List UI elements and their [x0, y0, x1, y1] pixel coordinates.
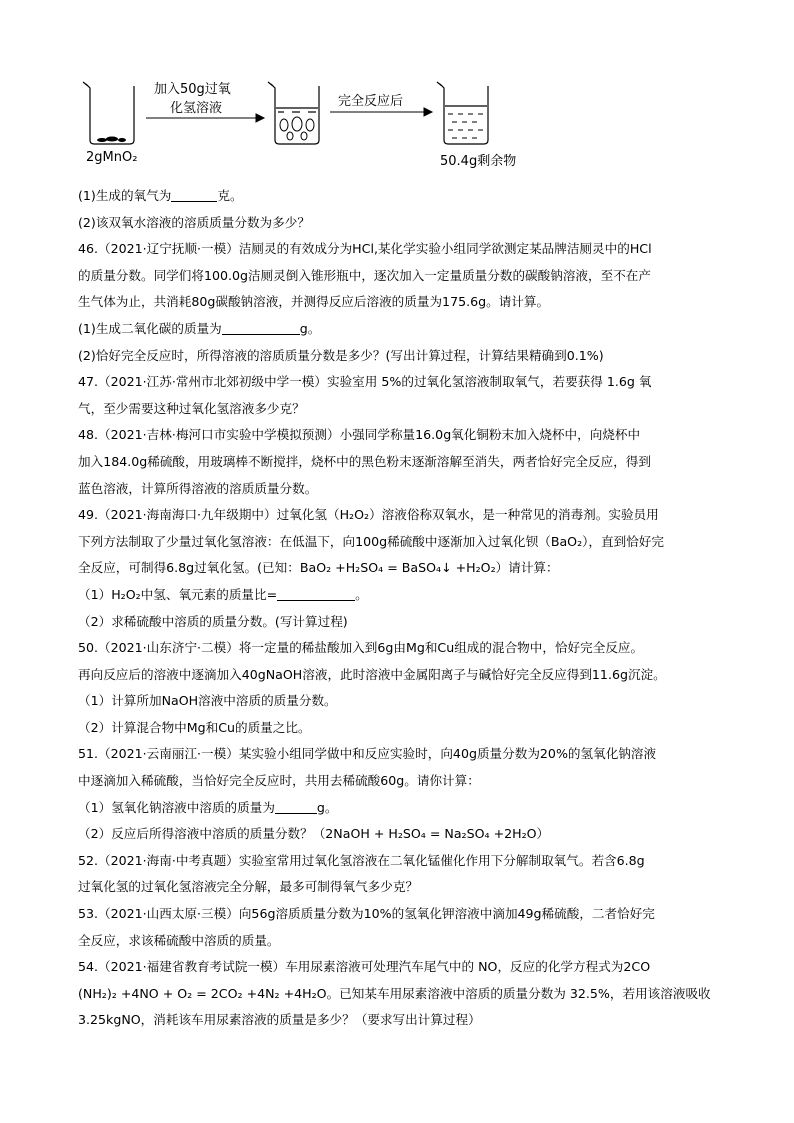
- text-line: [78, 529, 728, 556]
- line-text: (1)生成二氧化碳的质量为: [78, 320, 222, 336]
- line-text: (1)生成的氧气为: [78, 188, 172, 203]
- arrow-1-label-line1: 加入50g过氧: [154, 82, 231, 97]
- beaker-1-label: 2gMnO₂: [86, 150, 138, 165]
- line-text: （2）求稀硫酸中溶质的质量分数。(写计算过程): [78, 613, 348, 629]
- text-line: [78, 263, 728, 290]
- beaker-2: [268, 82, 319, 144]
- mno2-powder: [97, 137, 126, 143]
- text-line: [78, 901, 728, 928]
- text-line: [78, 476, 728, 503]
- line-text: 全反应，可制得6.8g过氧化氢。(已知：BaO₂ +H₂SO₄ = BaSO₄↓ +H₂O₂）请计算：: [78, 560, 559, 576]
- text-line: [78, 502, 728, 529]
- text-line: [78, 688, 728, 715]
- text-line: [78, 316, 728, 343]
- text-line: [78, 662, 728, 689]
- line-text: 46.（2021·辽宁抚顺·一模）洁厕灵的有效成分为HCl,某化学实验小组同学欲测定某品牌洁厕灵中的HCl: [78, 241, 652, 257]
- text-line: [78, 369, 728, 396]
- line-text: 47.（2021·江苏·常州市北郊初级中学一模）实验室用 5%的过氧化氢溶液制取氧气，若要获得 1.6g 氧: [78, 374, 652, 390]
- text-line: [78, 848, 728, 875]
- text-line: [78, 954, 728, 981]
- line-text: 蓝色溶液，计算所得溶液的溶质质量分数。: [78, 480, 318, 496]
- text-line: [78, 874, 728, 901]
- text-line: [78, 236, 728, 263]
- line-text: (NH₂)₂ +4NO + O₂ = 2CO₂ +4N₂ +4H₂O。已知某车用尿素溶液中溶质的质量分数为 32.5%，若用该溶液吸收: [78, 985, 711, 1001]
- line-text: 过氧化氢的过氧化氢溶液完全分解，最多可制得氧气多少克？: [78, 879, 419, 895]
- line-text: （2）计算混合物中Mg和Cu的质量之比。: [78, 719, 311, 735]
- text-line: [78, 210, 728, 237]
- liquid-dashes: [448, 114, 483, 138]
- answer-blank[interactable]: [275, 799, 317, 814]
- text-line: [78, 343, 728, 370]
- line-text: 加入184.0g稀硫酸，用玻璃棒不断搅拌，烧杯中的黑色粉末逐渐溶解至消失，两者恰好完全反应，得到: [78, 453, 651, 469]
- line-text: 49.（2021·海南海口·九年级期中）过氧化氢（H₂O₂）溶液俗称双氧水，是一种常见的消毒剂。实验员用: [78, 507, 659, 523]
- line-text-after-blank: 。: [355, 586, 368, 602]
- line-text: 48.（2021·吉林·梅河口市实验中学模拟预测）小强同学称量16.0g氧化铜粉末加入烧杯中，向烧杯中: [78, 427, 641, 443]
- line-text: 51.（2021·云南丽江·一模）某实验小组同学做中和反应实验时，向40g质量分数为20%的氢氧化钠溶液: [78, 746, 657, 762]
- text-line: [78, 635, 728, 662]
- arrow-1-label-line2: 化氢溶液: [170, 101, 223, 116]
- line-text-after-blank: 克。: [217, 188, 243, 203]
- text-line: [78, 928, 728, 955]
- bubbles: [280, 117, 314, 140]
- line-text: (2)恰好完全反应时，所得溶液的溶质质量分数是多少？(写出计算过程，计算结果精确到0.1%): [78, 347, 604, 363]
- beaker-3: [437, 82, 488, 144]
- line-text-after-blank: g。: [299, 320, 321, 336]
- text-line: [78, 795, 728, 822]
- answer-blank[interactable]: [222, 320, 300, 335]
- beaker-1: [83, 82, 134, 144]
- line-text: 54.（2021·福建省教育考试院一模）车用尿素溶液可处理汽车尾气中的 NO，反应的化学方程式为2CO: [78, 959, 651, 975]
- text-line: [78, 449, 728, 476]
- answer-blank[interactable]: [277, 586, 355, 601]
- line-text: 52.（2021·海南·中考真题）实验室常用过氧化氢溶液在二氧化锰催化作用下分解制取氧气。若含6.8g: [78, 852, 645, 868]
- line-text: （1）氢氧化钠溶液中溶质的质量为: [78, 799, 275, 815]
- text-line: [78, 289, 728, 316]
- text-line: [78, 741, 728, 768]
- line-text: （1）计算所加NaOH溶液中溶质的质量分数。: [78, 693, 337, 709]
- line-text: 下列方法制取了少量过氧化氢溶液：在低温下，向100g稀硫酸中逐渐加入过氧化钡（BaO₂），直到恰好完: [78, 533, 664, 549]
- line-text: 50.（2021·山东济宁·二模）将一定量的稀盐酸加入到6g由Mg和Cu组成的混合物中，恰好完全反应。: [78, 640, 644, 656]
- text-line: [78, 609, 728, 636]
- text-line: [78, 1007, 728, 1034]
- line-text: 气，至少需要这种过氧化氢溶液多少克？: [78, 400, 305, 416]
- text-line: [78, 768, 728, 795]
- text-line: [78, 821, 728, 848]
- arrow-2: [330, 108, 432, 116]
- line-text: （1）H₂O₂中氢、氧元素的质量比=: [78, 586, 278, 602]
- text-line: [78, 715, 728, 742]
- text-line: [78, 422, 728, 449]
- line-text: 全反应，求该稀硫酸中溶质的质量。: [78, 932, 280, 948]
- answer-blank[interactable]: [171, 187, 217, 202]
- experiment-diagram: [80, 70, 540, 180]
- line-text: 的质量分数。同学们将100.0g洁厕灵倒入锥形瓶中，逐次加入一定量质量分数的碳酸钠溶液，至不在产: [78, 267, 651, 283]
- line-text: 生气体为止，共消耗80g碳酸钠溶液，并测得反应后溶液的质量为175.6g。请计算。: [78, 294, 550, 310]
- line-text: 再向反应后的溶液中逐滴加入40gNaOH溶液，此时溶液中金属阳离子与碱恰好完全反应得到11.6g沉淀。: [78, 666, 666, 682]
- text-line: [78, 183, 728, 210]
- text-line: [78, 555, 728, 582]
- beaker-3-label: 50.4g剩余物: [440, 154, 517, 169]
- question-text: [78, 183, 728, 1034]
- line-text: 3.25kgNO，消耗该车用尿素溶液的质量是多少？（要求写出计算过程）: [78, 1012, 481, 1028]
- text-line: [78, 582, 728, 609]
- line-text-after-blank: g。: [316, 799, 338, 815]
- line-text: (2)该双氧水溶液的溶质质量分数为多少？: [78, 214, 310, 230]
- line-text: （2）反应后所得溶液中溶质的质量分数？（2NaOH + H₂SO₄ = Na₂SO₄ +2H₂O）: [78, 826, 550, 842]
- text-line: [78, 981, 728, 1008]
- line-text: 53.（2021·山西太原·三模）向56g溶质质量分数为10%的氢氧化钾溶液中滴加49g稀硫酸，二者恰好完: [78, 906, 655, 922]
- text-line: [78, 396, 728, 423]
- line-text: 中逐滴加入稀硫酸，当恰好完全反应时，共用去稀硫酸60g。请你计算：: [78, 773, 480, 789]
- arrow-2-label: 完全反应后: [338, 94, 404, 109]
